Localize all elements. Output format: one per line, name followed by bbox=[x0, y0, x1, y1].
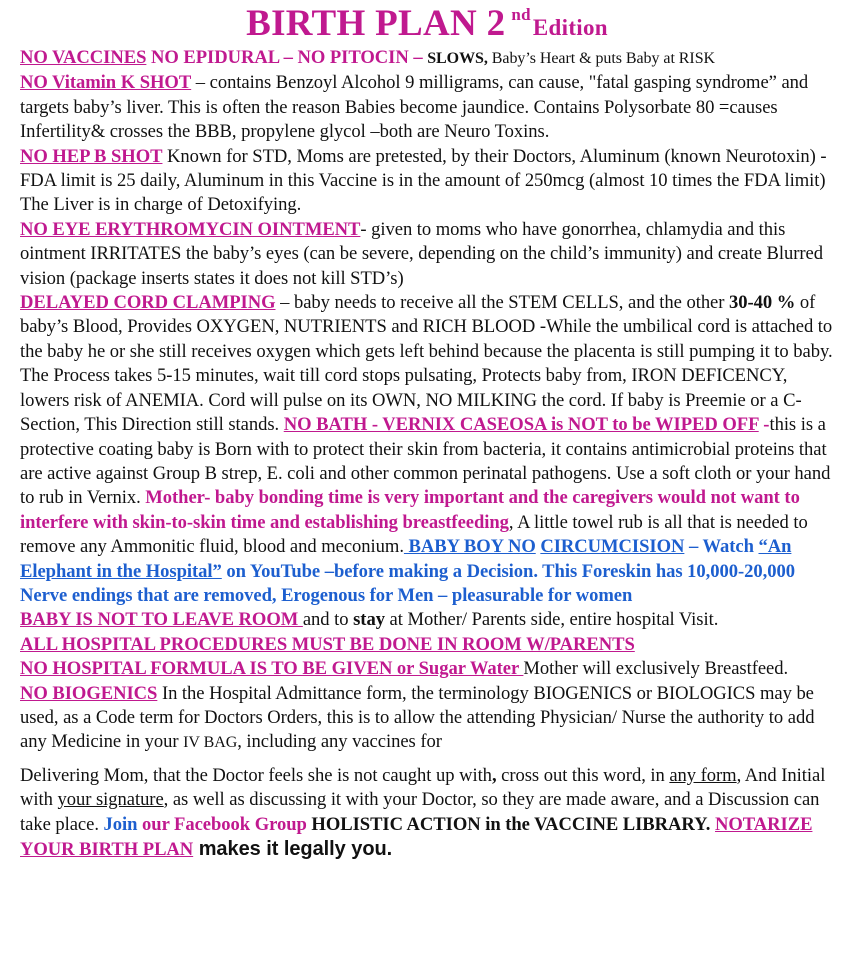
formula-heading: NO HOSPITAL FORMULA IS TO BE GIVEN or Sugar Water bbox=[20, 658, 524, 680]
epidural-pitocin-heading: NO EPIDURAL – NO PITOCIN – bbox=[146, 47, 423, 68]
page-title bbox=[0, 2, 854, 45]
facebook-group-link[interactable]: our Facebook Group bbox=[137, 813, 307, 835]
cord-clamping-details: of baby’s Blood, Provides OXYGEN, NUTRIENTS and RICH BLOOD -While the umbilical cord is attached to the baby he or she still receives oxygen which gets left behind because the placenta is still pumping it to baby. The Process takes 5-15 minutes, wait till cord stops pulsating, Protects baby from, IRON DEFICENCY, lowers risk of ANEMIA. Cord will pulse on its OWN, NO MILKING the cord. If baby is Preemie or a C-Section, This Direction still stands. bbox=[20, 292, 833, 436]
procedures-heading: ALL HOSPITAL PROCEDURES MUST BE DONE IN ROOM W/PARENTS bbox=[20, 633, 635, 655]
join-link[interactable]: Join bbox=[103, 813, 138, 835]
watch-text: – Watch bbox=[684, 536, 759, 558]
any-form-text: any form bbox=[669, 764, 737, 786]
birth-plan-body bbox=[20, 46, 840, 862]
title-edition: Edition bbox=[532, 15, 608, 40]
vitamin-k-text: – contains Benzoyl Alcohol 9 milligrams, can cause, "fatal gasping syndrome” and targets baby’s liver. This is often the reason Babies become jaundice. Contains Polysorbate 80 =causes Infertility& crosses the BBB, propylene glycol –both are Neuro Toxins. bbox=[20, 72, 809, 143]
biogenics-vaccines-text: , including any vaccines for bbox=[237, 731, 442, 753]
vaccines-paragraph bbox=[20, 46, 840, 71]
hep-b-text: Known for STD, Moms are pretested, by their Doctors, Aluminum (known Neurotoxin) - FDA limit is 25 daily, Aluminum in this Vaccine is in the amount of 250mcg (almost 10 times the FDA limit) The Liver is in charge of Detoxifying. bbox=[20, 145, 827, 216]
cord-clamping-heading: DELAYED CORD CLAMPING bbox=[20, 292, 276, 314]
blood-percent: 30-40 % bbox=[729, 292, 796, 314]
eye-ointment-heading: NO EYE ERYTHROMYCIN OINTMENT bbox=[20, 218, 361, 240]
hep-b-paragraph bbox=[20, 145, 840, 218]
vitamin-k-paragraph bbox=[20, 71, 840, 144]
delivering-mom-text: Delivering Mom, that the Doctor feels she is not caught up with bbox=[20, 764, 492, 786]
cord-clamping-paragraph bbox=[20, 291, 840, 608]
vitamin-k-heading: NO Vitamin K SHOT bbox=[20, 72, 192, 94]
leave-room-paragraph bbox=[20, 608, 840, 632]
biogenics-heading: NO BIOGENICS bbox=[20, 682, 158, 704]
cross-out-text: cross out this word, in bbox=[496, 764, 670, 786]
biogenics-text: In the Hospital Admittance form, the terminology BIOGENICS or BIOLOGICS may be used, as a Code term for Doctors Orders, this is to allow the attending Physician/ Nurse the authority to add any Medicine in your bbox=[20, 682, 815, 753]
procedures-paragraph bbox=[20, 633, 840, 657]
title-superscript: nd bbox=[511, 5, 531, 24]
no-bath-heading: NO BATH - VERNIX CASEOSA is NOT to be WIPED OFF bbox=[283, 414, 759, 436]
notarize-heading: NOTARIZE YOUR BIRTH PLAN bbox=[20, 813, 813, 860]
foreskin-text: on YouTube –before making a Decision. This Foreskin has 10,000-20,000 Nerve endings that are removed, Erogenous for Men – pleasurable for women bbox=[20, 560, 795, 606]
vernix-text: this is a protective coating baby is Born with to protect their skin from bacteria, it contains antimicrobial proteins that are active against Group B strep, E. coli and other common perinatal pathogens. Use a soft cloth or your hand to rub in Vernix. bbox=[20, 414, 831, 509]
parents-side-text: at Mother/ Parents side, entire hospital Visit. bbox=[384, 609, 719, 631]
risk-text: Baby’s Heart & puts Baby at RISK bbox=[487, 50, 716, 67]
no-vaccines-heading: NO VACCINES bbox=[20, 47, 147, 68]
formula-text: Mother will exclusively Breastfeed. bbox=[523, 658, 789, 680]
baby-boy-heading: BABY BOY NO bbox=[403, 536, 536, 558]
initial-text: , And Initial with bbox=[20, 764, 826, 811]
cord-clamping-text: – baby needs to receive all the STEM CELLS, and the other bbox=[275, 292, 730, 314]
eye-ointment-paragraph bbox=[20, 218, 840, 291]
title-main: BIRTH PLAN 2 bbox=[246, 3, 506, 44]
circumcision-heading: CIRCUMCISION bbox=[540, 536, 685, 558]
holistic-action-text: HOLISTIC ACTION in the VACCINE LIBRARY. bbox=[306, 813, 711, 835]
no-bath-dash: - bbox=[758, 414, 770, 436]
closing-paragraph: Delivering Mom, that the Doctor feels she is not caught up with, cross out this word, in any form, And Initial with your signature, as well as discussing it with your Doctor, so they are made aware, and a Discussion can take place. Join our Facebook Group HOLISTIC ACTION in the VACCINE LIBRARY. NOTARIZE YOUR BIRTH PLAN makes it legally you. bbox=[20, 764, 826, 860]
signature-text: your signature bbox=[57, 789, 164, 811]
iv-bag-text: IV BAG bbox=[183, 734, 238, 752]
discussion-text: , as well as discussing it with your Doctor, so they are made aware, and a Discussion can take place. bbox=[20, 789, 820, 835]
biogenics-paragraph bbox=[20, 682, 840, 756]
towel-rub-text: , A little towel rub is all that is needed to remove any Ammonitic fluid, blood and meconium. bbox=[20, 511, 808, 558]
elephant-movie-link[interactable]: “An Elephant in the Hospital” bbox=[20, 536, 792, 582]
legally-text: makes it legally you. bbox=[193, 838, 393, 860]
stay-text: stay bbox=[353, 609, 385, 631]
bonding-text: Mother- baby bonding time is very important and the caregivers would not want to interfere with skin-to-skin time and establishing breastfeeding bbox=[20, 487, 800, 533]
slows-text: SLOWS, bbox=[427, 50, 488, 67]
eye-ointment-text: - given to moms who have gonorrhea, chlamydia and this ointment IRRITATES the baby’s eyes (can be severe, depending on the child’s immunity) and create Blurred vision (package inserts states it does not kill STD’s) bbox=[20, 218, 823, 289]
leave-room-text: and to bbox=[302, 609, 354, 631]
formula-paragraph bbox=[20, 657, 840, 681]
hep-b-heading: NO HEP B SHOT bbox=[20, 145, 163, 167]
leave-room-heading: BABY IS NOT TO LEAVE ROOM bbox=[20, 609, 303, 631]
